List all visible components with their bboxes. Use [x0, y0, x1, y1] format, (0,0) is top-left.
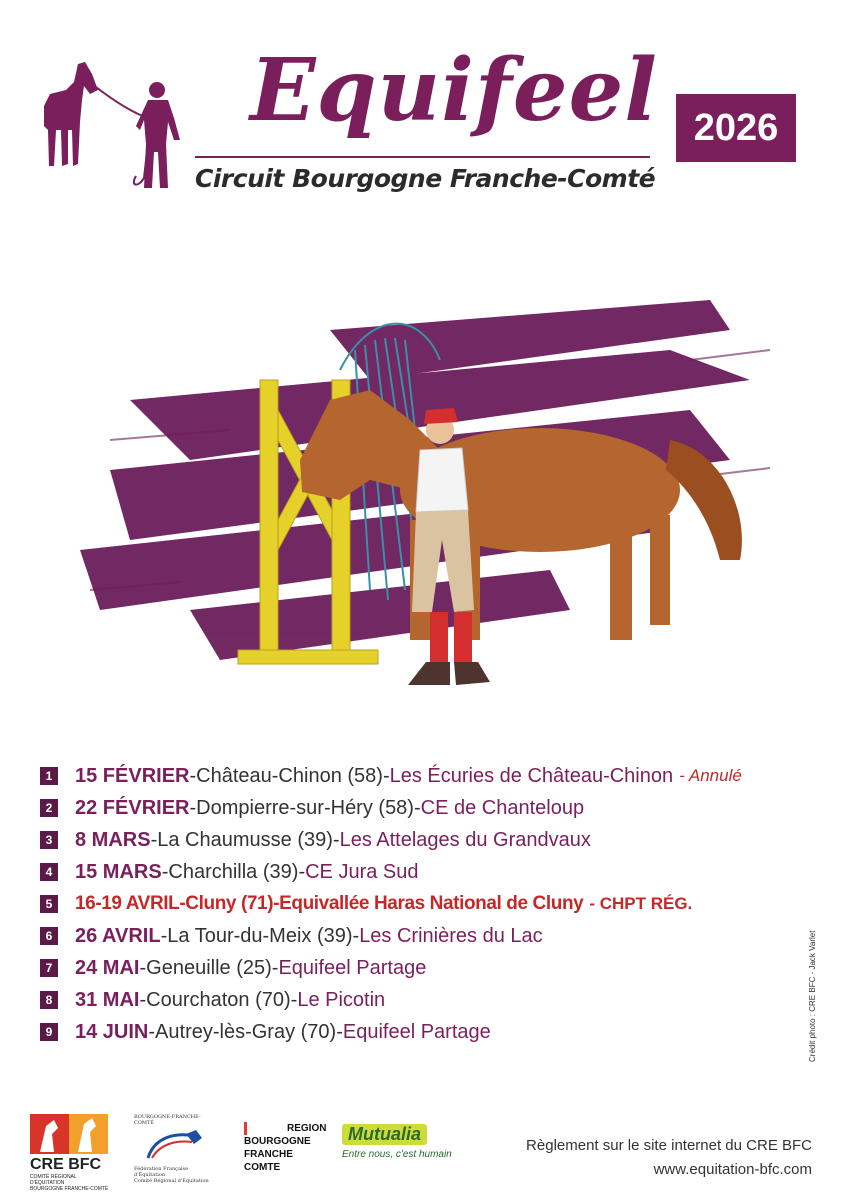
event-list: [40, 760, 830, 1048]
event-venue: Le Picotin: [297, 988, 386, 1011]
event-number: 6: [40, 927, 58, 945]
cre-subtitle-2: BOURGOGNE FRANCHE-COMTÉ: [30, 1186, 109, 1192]
separator: -: [189, 764, 197, 787]
event-note: - CHPT RÉG.: [589, 894, 693, 913]
event-venue: Les Attelages du Grandvaux: [339, 828, 591, 851]
event-row-7: [40, 952, 830, 984]
separator: -: [413, 796, 421, 819]
mutualia-logo: [342, 1124, 452, 1160]
event-row-6: [40, 920, 830, 952]
event-place: Cluny (71): [185, 893, 274, 914]
event-date: 8 MARS: [75, 828, 151, 851]
event-row-8: [40, 984, 830, 1016]
event-row-5: [40, 888, 830, 920]
mutualia-name: Mutualia: [342, 1124, 427, 1145]
separator: -: [160, 924, 168, 947]
separator: -: [352, 924, 360, 947]
ffe-logo: [134, 1114, 214, 1184]
event-number: 3: [40, 831, 58, 849]
rules-text: Règlement sur le site internet du CRE BFC: [526, 1137, 812, 1154]
poster-title: Equifeel: [250, 40, 658, 141]
event-number: 1: [40, 767, 58, 785]
event-number: 2: [40, 799, 58, 817]
separator: -: [139, 988, 147, 1011]
region-bfc-logo: [244, 1122, 326, 1174]
event-number: 4: [40, 863, 58, 881]
equifeel-photo: [70, 290, 790, 710]
separator: -: [273, 893, 280, 914]
event-place: Geneuille (25): [146, 956, 272, 979]
title-underline: [195, 156, 650, 158]
event-place: Château-Chinon (58): [196, 764, 383, 787]
cre-name: CRE BFC: [30, 1156, 102, 1173]
separator: -: [189, 796, 197, 819]
event-row-2: [40, 792, 830, 824]
separator: -: [271, 956, 279, 979]
horse-handler-icon: [40, 60, 190, 195]
ffe-horse-icon: [134, 1128, 212, 1160]
event-venue: Les Écuries de Château-Chinon: [389, 764, 674, 787]
event-venue: Equifeel Partage: [342, 1020, 491, 1043]
event-row-9: [40, 1016, 830, 1048]
separator: -: [336, 1020, 343, 1043]
event-note: - Annulé: [679, 766, 742, 785]
region-line: BOURGOGNE: [244, 1136, 311, 1147]
event-place: La Chaumusse (39): [157, 828, 333, 851]
event-venue: Equifeel Partage: [278, 956, 427, 979]
event-date: 22 FÉVRIER: [75, 796, 190, 819]
event-venue: Equivallée Haras National de Cluny: [279, 893, 584, 914]
mutualia-tagline: Entre nous, c'est humain: [342, 1149, 452, 1160]
event-venue: Les Crinières du Lac: [359, 924, 543, 947]
event-number: 8: [40, 991, 58, 1009]
cre-subtitle-1: COMITÉ RÉGIONAL D'ÉQUITATION: [30, 1174, 77, 1186]
separator: -: [161, 860, 169, 883]
separator: -: [150, 828, 158, 851]
separator: -: [290, 988, 298, 1011]
event-date: 14 JUIN: [75, 1020, 149, 1043]
separator: -: [139, 956, 147, 979]
ffe-line-1: Fédération Française d'Équitation: [134, 1166, 189, 1178]
event-row-4: [40, 856, 830, 888]
separator: -: [332, 828, 340, 851]
region-line: COMTE: [244, 1162, 281, 1173]
event-venue: CE Jura Sud: [305, 860, 419, 883]
separator: -: [148, 1020, 156, 1043]
event-number: 7: [40, 959, 58, 977]
separator: -: [298, 860, 306, 883]
event-place: Autrey-lès-Gray (70): [155, 1020, 337, 1043]
event-row-3: [40, 824, 830, 856]
event-place: La Tour-du-Meix (39): [167, 924, 353, 947]
year-badge: 2026: [676, 94, 796, 162]
separator: -: [179, 893, 186, 914]
event-place: Courchaton (70): [146, 988, 291, 1011]
region-line: REGION: [244, 1122, 326, 1135]
footer-info: [526, 1134, 812, 1182]
poster-subtitle: Circuit Bourgogne Franche-Comté: [195, 164, 656, 193]
event-date: 16-19 AVRIL: [75, 893, 180, 914]
cre-bfc-logo: [30, 1114, 110, 1192]
event-date: 26 AVRIL: [75, 924, 161, 947]
event-date: 31 MAI: [75, 988, 140, 1011]
event-number: 9: [40, 1023, 58, 1041]
event-place: Dompierre-sur-Héry (58): [196, 796, 414, 819]
region-line: FRANCHE: [244, 1149, 293, 1160]
ffe-region: BOURGOGNE-FRANCHE-COMTÉ: [134, 1114, 201, 1126]
separator: -: [382, 764, 390, 787]
horse-heads-icon: [30, 1114, 108, 1154]
event-venue: CE de Chanteloup: [420, 796, 585, 819]
event-date: 15 FÉVRIER: [75, 764, 190, 787]
event-date: 24 MAI: [75, 956, 140, 979]
website-link[interactable]: www.equitation-bfc.com: [653, 1161, 812, 1178]
event-date: 15 MARS: [75, 860, 162, 883]
event-place: Charchilla (39): [168, 860, 299, 883]
photo-credit: Crédit photo : CRE BFC - Jack Varlet: [808, 930, 817, 1062]
event-number: 5: [40, 895, 58, 913]
ffe-line-2: Comité Régional d'Équitation: [134, 1178, 209, 1184]
event-row-1: [40, 760, 830, 792]
